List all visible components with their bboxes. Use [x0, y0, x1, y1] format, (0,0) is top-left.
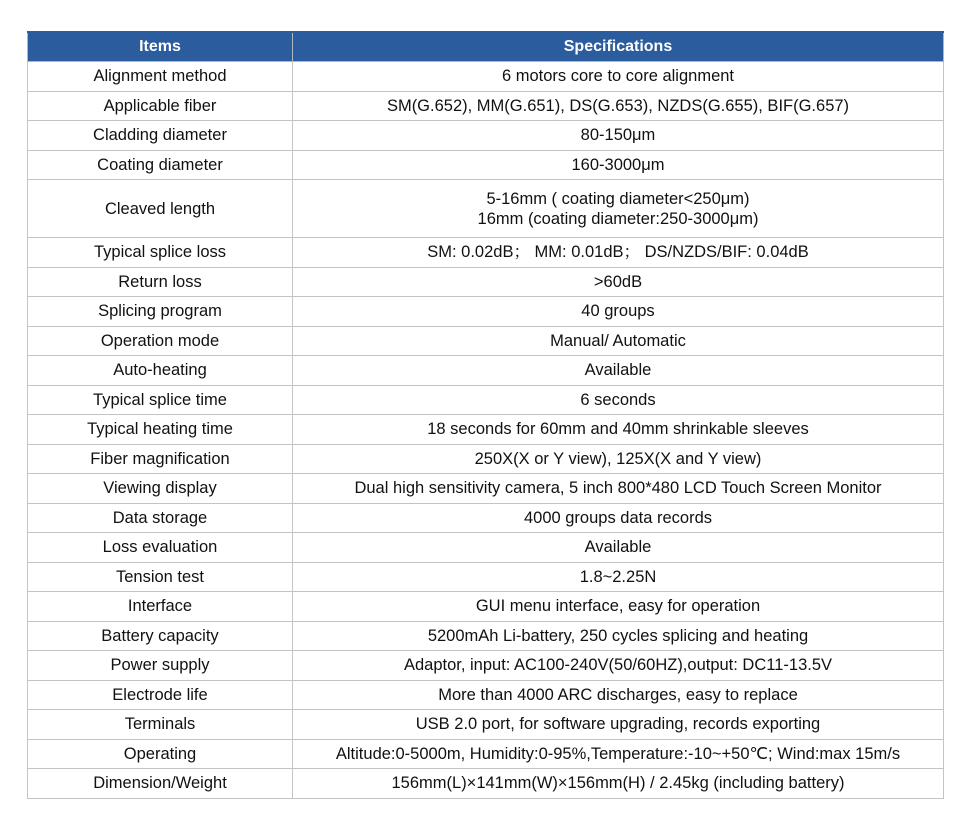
specification-line: 16mm (coating diameter:250-3000μm)	[477, 209, 759, 228]
item-cell: Cleaved length	[28, 180, 293, 238]
specification-cell	[293, 562, 944, 592]
specification-line: >60dB	[593, 272, 643, 291]
specification-cell	[293, 533, 944, 563]
table-row	[28, 533, 944, 563]
specification-cell	[293, 150, 944, 180]
item-cell: Auto-heating	[28, 356, 293, 386]
table-row	[28, 180, 944, 238]
specification-cell	[293, 121, 944, 151]
specification-line: Dual high sensitivity camera, 5 inch 800*480 LCD Touch Screen Monitor	[354, 479, 882, 498]
specification-line: 6 seconds	[580, 390, 656, 409]
table-body	[28, 62, 944, 799]
table-row	[28, 562, 944, 592]
specification-cell	[293, 769, 944, 799]
specification-line: 156mm(L)×141mm(W)×156mm(H) / 2.45kg (including battery)	[391, 774, 845, 793]
specification-cell	[293, 710, 944, 740]
table-row	[28, 238, 944, 268]
specification-cell	[293, 651, 944, 681]
specification-cell	[293, 297, 944, 327]
table-row	[28, 91, 944, 121]
table-row	[28, 444, 944, 474]
specification-line: SM(G.652), MM(G.651), DS(G.653), NZDS(G.655), BIF(G.657)	[386, 96, 850, 115]
specification-cell	[293, 91, 944, 121]
table-row	[28, 651, 944, 681]
specification-line: 160-3000μm	[571, 155, 665, 174]
item-cell: Applicable fiber	[28, 91, 293, 121]
item-cell: Tension test	[28, 562, 293, 592]
specification-line: 80-150μm	[580, 126, 656, 145]
item-cell: Terminals	[28, 710, 293, 740]
specification-line: 40 groups	[581, 302, 655, 321]
specification-cell	[293, 385, 944, 415]
table-row	[28, 769, 944, 799]
item-cell: Typical splice time	[28, 385, 293, 415]
table-row	[28, 150, 944, 180]
specification-cell	[293, 356, 944, 386]
item-cell: Operating	[28, 739, 293, 769]
specification-line: 5200mAh Li-battery, 250 cycles splicing and heating	[427, 626, 809, 645]
item-cell: Fiber magnification	[28, 444, 293, 474]
specification-line: More than 4000 ARC discharges, easy to replace	[438, 685, 798, 704]
table-row	[28, 592, 944, 622]
specification-line: Available	[584, 538, 652, 557]
specification-cell	[293, 415, 944, 445]
item-cell: Splicing program	[28, 297, 293, 327]
table-row	[28, 62, 944, 92]
table-row	[28, 267, 944, 297]
specification-line: GUI menu interface, easy for operation	[475, 597, 761, 616]
specification-cell	[293, 267, 944, 297]
specification-line: Manual/ Automatic	[550, 331, 686, 350]
item-cell: Data storage	[28, 503, 293, 533]
item-cell: Dimension/Weight	[28, 769, 293, 799]
specification-cell	[293, 474, 944, 504]
specification-line: 250X(X or Y view), 125X(X and Y view)	[474, 449, 762, 468]
specification-line: Altitude:0-5000m, Humidity:0-95%,Temperature:-10~+50℃; Wind:max 15m/s	[335, 744, 901, 763]
table-row	[28, 121, 944, 151]
table-row	[28, 326, 944, 356]
item-cell: Interface	[28, 592, 293, 622]
item-cell: Electrode life	[28, 680, 293, 710]
item-cell: Loss evaluation	[28, 533, 293, 563]
item-cell: Typical heating time	[28, 415, 293, 445]
item-cell: Coating diameter	[28, 150, 293, 180]
specification-cell	[293, 592, 944, 622]
specification-cell	[293, 739, 944, 769]
specification-cell	[293, 238, 944, 268]
specification-line: USB 2.0 port, for software upgrading, records exporting	[415, 715, 821, 734]
item-cell: Viewing display	[28, 474, 293, 504]
specification-line: 6 motors core to core alignment	[501, 67, 735, 86]
items-column-header: Items	[28, 32, 293, 62]
item-cell: Battery capacity	[28, 621, 293, 651]
specification-cell	[293, 621, 944, 651]
table-row	[28, 385, 944, 415]
specification-line: 1.8~2.25N	[579, 567, 657, 586]
table-row	[28, 710, 944, 740]
specification-line: Available	[584, 361, 652, 380]
table-row	[28, 356, 944, 386]
table-row	[28, 415, 944, 445]
specification-cell	[293, 326, 944, 356]
table-row	[28, 474, 944, 504]
specification-line: Adaptor, input: AC100-240V(50/60HZ),output: DC11-13.5V	[403, 656, 833, 675]
table-row	[28, 297, 944, 327]
table-row	[28, 621, 944, 651]
table-header-row	[28, 32, 944, 62]
table-row	[28, 680, 944, 710]
specifications-table	[27, 31, 944, 799]
item-cell: Power supply	[28, 651, 293, 681]
table-row	[28, 503, 944, 533]
specifications-column-header: Specifications	[293, 32, 944, 62]
specification-cell	[293, 444, 944, 474]
table-row	[28, 739, 944, 769]
specification-cell	[293, 680, 944, 710]
specification-line: 18 seconds for 60mm and 40mm shrinkable sleeves	[427, 420, 809, 439]
specification-cell	[293, 62, 944, 92]
specification-cell	[293, 503, 944, 533]
item-cell: Typical splice loss	[28, 238, 293, 268]
item-cell: Cladding diameter	[28, 121, 293, 151]
specification-cell	[293, 180, 944, 238]
item-cell: Operation mode	[28, 326, 293, 356]
specification-line: 5-16mm ( coating diameter<250μm)	[486, 189, 750, 208]
item-cell: Alignment method	[28, 62, 293, 92]
specification-line: SM: 0.02dB； MM: 0.01dB； DS/NZDS/BIF: 0.04dB	[427, 243, 809, 262]
item-cell: Return loss	[28, 267, 293, 297]
specification-line: 4000 groups data records	[523, 508, 713, 527]
